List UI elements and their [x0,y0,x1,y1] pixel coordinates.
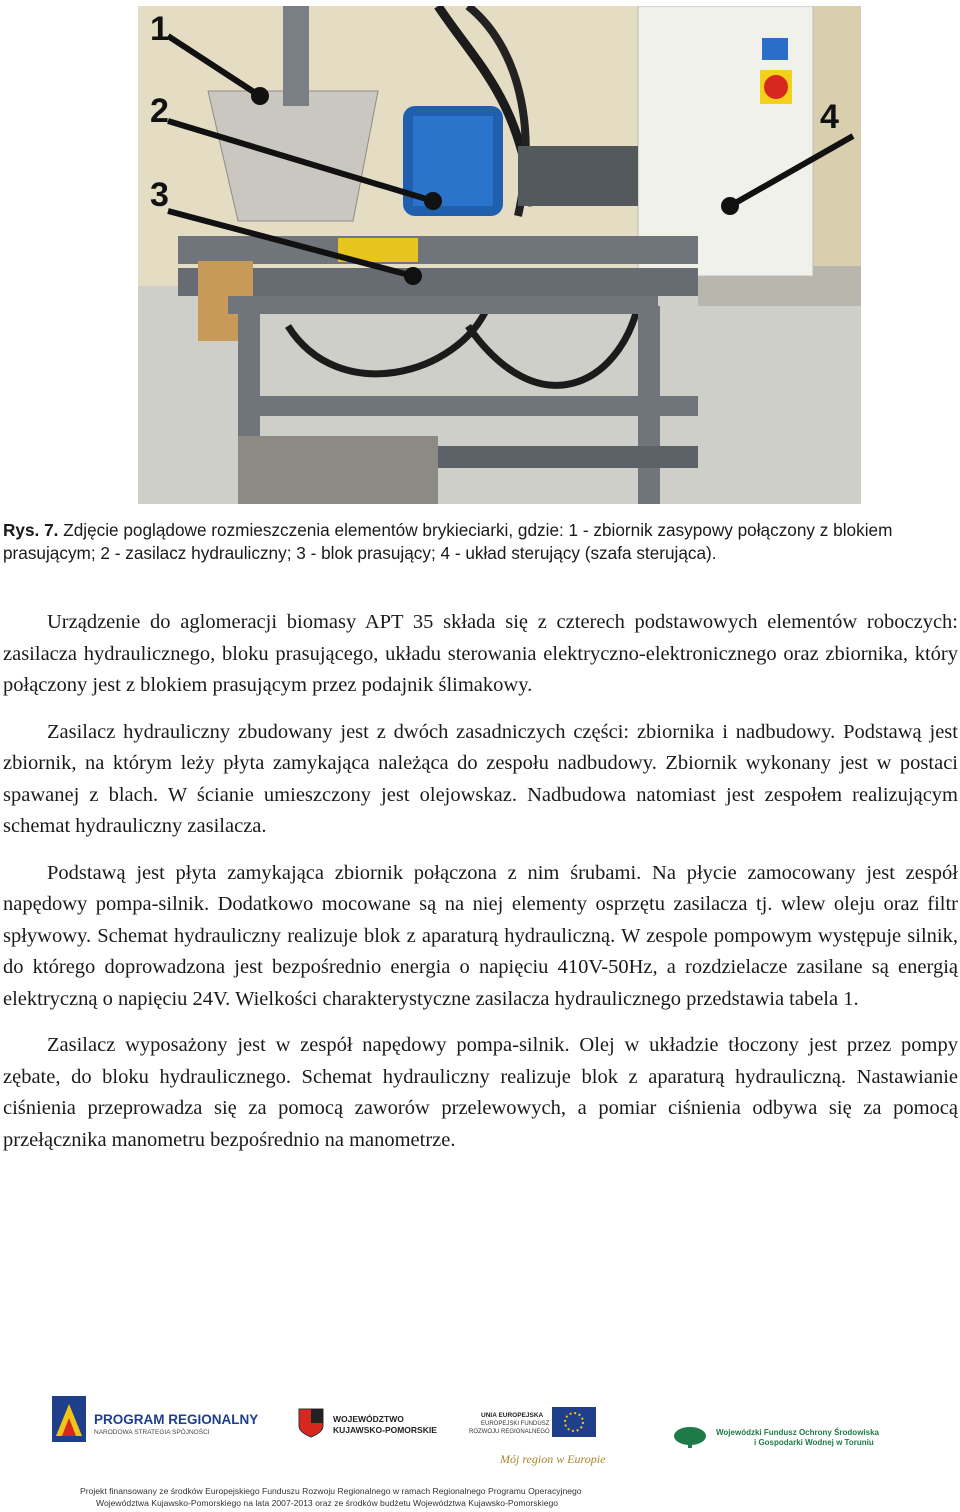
funding-line-1: Projekt finansowany ze środków Europejskiego Funduszu Rozwoju Regionalnego w ramach Regionalnego Programu Operacyjnego [80,1486,582,1496]
body-text [3,607,958,1171]
hazard-sticker [762,38,788,60]
footer [0,1390,960,1512]
estop-button [764,75,788,99]
caption-label: Rys. 7. [3,520,59,540]
machine-photo [138,6,861,504]
wfos-line2: i Gospodarki Wodnej w Toruniu [754,1438,874,1447]
callout-label-1: 1 [150,10,169,48]
valve-block [518,146,638,206]
wojewodztwo-line1: WOJEWÓDZTWO [333,1414,404,1424]
callout-dot [251,87,269,105]
wfos-tree-icon [672,1426,708,1448]
callout-label-2: 2 [150,92,169,130]
callout-label-4: 4 [820,98,839,136]
paragraph: Zasilacz wyposażony jest w zespół napędowy pompa-silnik. Olej w układzie tłoczony jest przez pompy zębate, do bloku hydraulicznego. Schemat hydrauliczny realizuje blok z aparaturą hydrauliczną. Nastawianie ciśnienia przeprowadza się za pomocą zaworów przelewowych, a pomiar ciśnienia odbywa się za pomocą przełącznika manometru bezpośrednio na manometrze. [3,1034,958,1151]
ue-line1: UNIA EUROPEJSKA [481,1412,544,1419]
ue-line2: EUROPEJSKI FUNDUSZ [481,1421,550,1427]
frame-rail [228,296,658,314]
wfos-line1: Wojewódzki Fundusz Ochrony Środowiska [716,1428,879,1437]
wojewodztwo-crest [298,1408,324,1438]
press-cylinder-bottom [178,268,698,296]
program-regionalny-logo [52,1396,86,1442]
paragraph: Zasilacz hydrauliczny zbudowany jest z dwóch zasadniczych części: zbiornika i nadbudowy. Podstawą jest zbiornik, na którym leży płyta zamykająca należąca do zespołu nadbudowy. Zbiornik wykonany jest w postaci spawanej z blach. W ścianie umieszczony jest olejowskaz. Nadbudowa natomiast jest zespołem realizującym schemat hydrauliczny zasilacza. [3,720,958,837]
paragraph: Urządzenie do aglomeracji biomasy APT 35 składa się z czterech podstawowych elementów roboczych: zasilacza hydraulicznego, bloku prasującego, układu sterowania elektryczno-elektronicznego oraz zbiornika, który połączony jest z blokiem prasującym przez podajnik ślimakowy. [3,611,958,696]
machine-photo-drawing [138,6,861,504]
callout-label-3: 3 [150,176,169,214]
program-subtitle: NARODOWA STRATEGIA SPÓJNOŚCI [94,1429,210,1436]
program-title: PROGRAM REGIONALNY [94,1412,259,1427]
callout-dot [721,197,739,215]
ue-line3: ROZWOJU REGIONALNEGO [469,1429,550,1435]
paragraph: Podstawą jest płyta zamykająca zbiornik połączona z nim śrubami. Na płycie zamocowany jest zespół napędowy pompa-silnik. Dodatkowo mocowane są na niej elementy osprzętu zasilacza tj. wlew oleju oraz filtr spływowy. Schemat hydrauliczny realizuje blok z aparaturą hydrauliczną. W zespole pompowym występuje silnik, do którego doprowadzona jest bezpośrednio energia o napięciu 410V-50Hz, a rozdzielacze zasilane są energią elektryczną o napięciu 24V. Wielkości charakterystyczne zasilacza hydraulicznego przedstawia tabela 1. [3,861,958,1010]
callout-dot [404,267,422,285]
press-cylinder-top [178,236,698,264]
collection-bin [238,436,438,504]
eu-flag [552,1407,596,1437]
figure-caption [3,519,957,565]
callout-dot [424,192,442,210]
ue-slogan: Mój region w Europie [500,1452,606,1466]
caption-text: Zdjęcie poglądowe rozmieszczenia elementów brykieciarki, gdzie: 1 - zbiornik zasypowy połączony z blokiem prasującym; 2 - zasilacz hydrauliczny; 3 - blok prasujący; 4 - układ sterujący (szafa sterująca). [3,520,893,563]
hopper-pipe [283,6,309,106]
wojewodztwo-line2: KUJAWSKO-POMORSKIE [333,1425,437,1435]
funding-line-2: Województwa Kujawsko-Pomorskiego na lata 2007-2013 oraz ze środków budżetu Województwa Kujawsko-Pomorskiego [96,1498,559,1508]
